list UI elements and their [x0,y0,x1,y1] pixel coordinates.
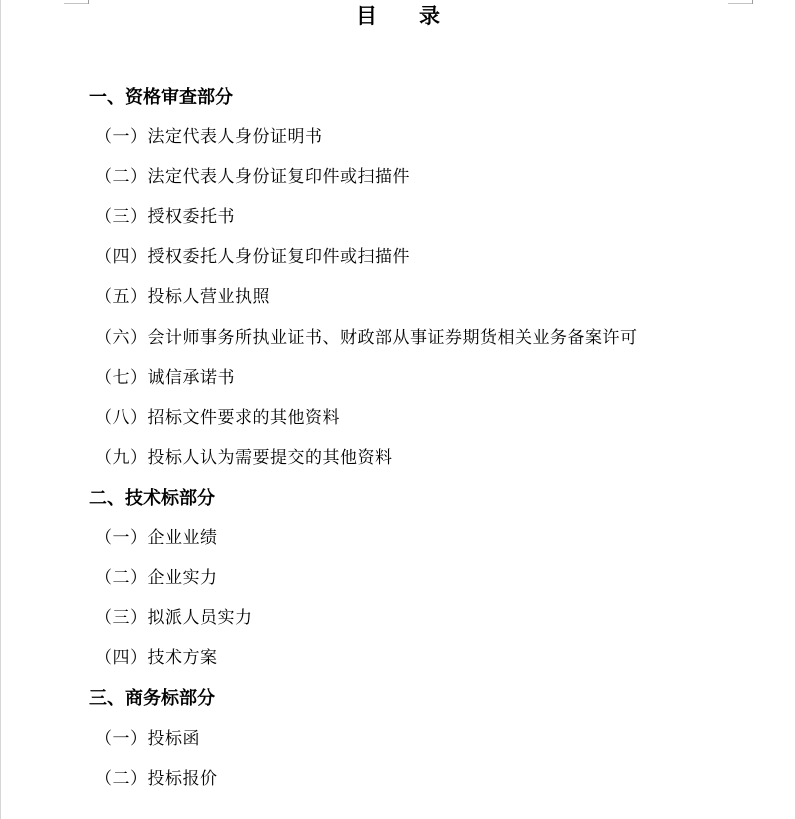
toc-item: （四）授权委托人身份证复印件或扫描件 [95,247,410,267]
toc-item: （九）投标人认为需要提交的其他资料 [95,447,393,467]
toc-list [1,87,795,809]
toc-section-heading: 二、技术标部分 [89,487,215,508]
toc-item: （一）企业业绩 [95,528,218,548]
page-title: 目 录 [356,4,440,28]
toc-item: （四）技术方案 [95,648,218,668]
toc-item: （二）法定代表人身份证复印件或扫描件 [95,167,410,187]
toc-item: （三）拟派人员实力 [95,608,253,628]
toc-section-heading: 一、资格审查部分 [89,87,233,107]
toc-item: （一）投标函 [95,728,200,748]
toc-item: （二）企业实力 [95,568,218,588]
toc-item: （七）诚信承诺书 [95,367,235,387]
toc-item: （二）投标报价 [95,768,218,788]
toc-section-heading: 三、商务标部分 [89,688,215,709]
toc-item: （六）会计师事务所执业证书、财政部从事证券期货相关业务备案许可 [95,327,638,347]
toc-item: （五）投标人营业执照 [95,287,270,307]
toc-item: （八）招标文件要求的其他资料 [95,407,340,427]
toc-item: （一）法定代表人身份证明书 [95,127,323,147]
toc-item: （三）授权委托书 [95,207,235,227]
